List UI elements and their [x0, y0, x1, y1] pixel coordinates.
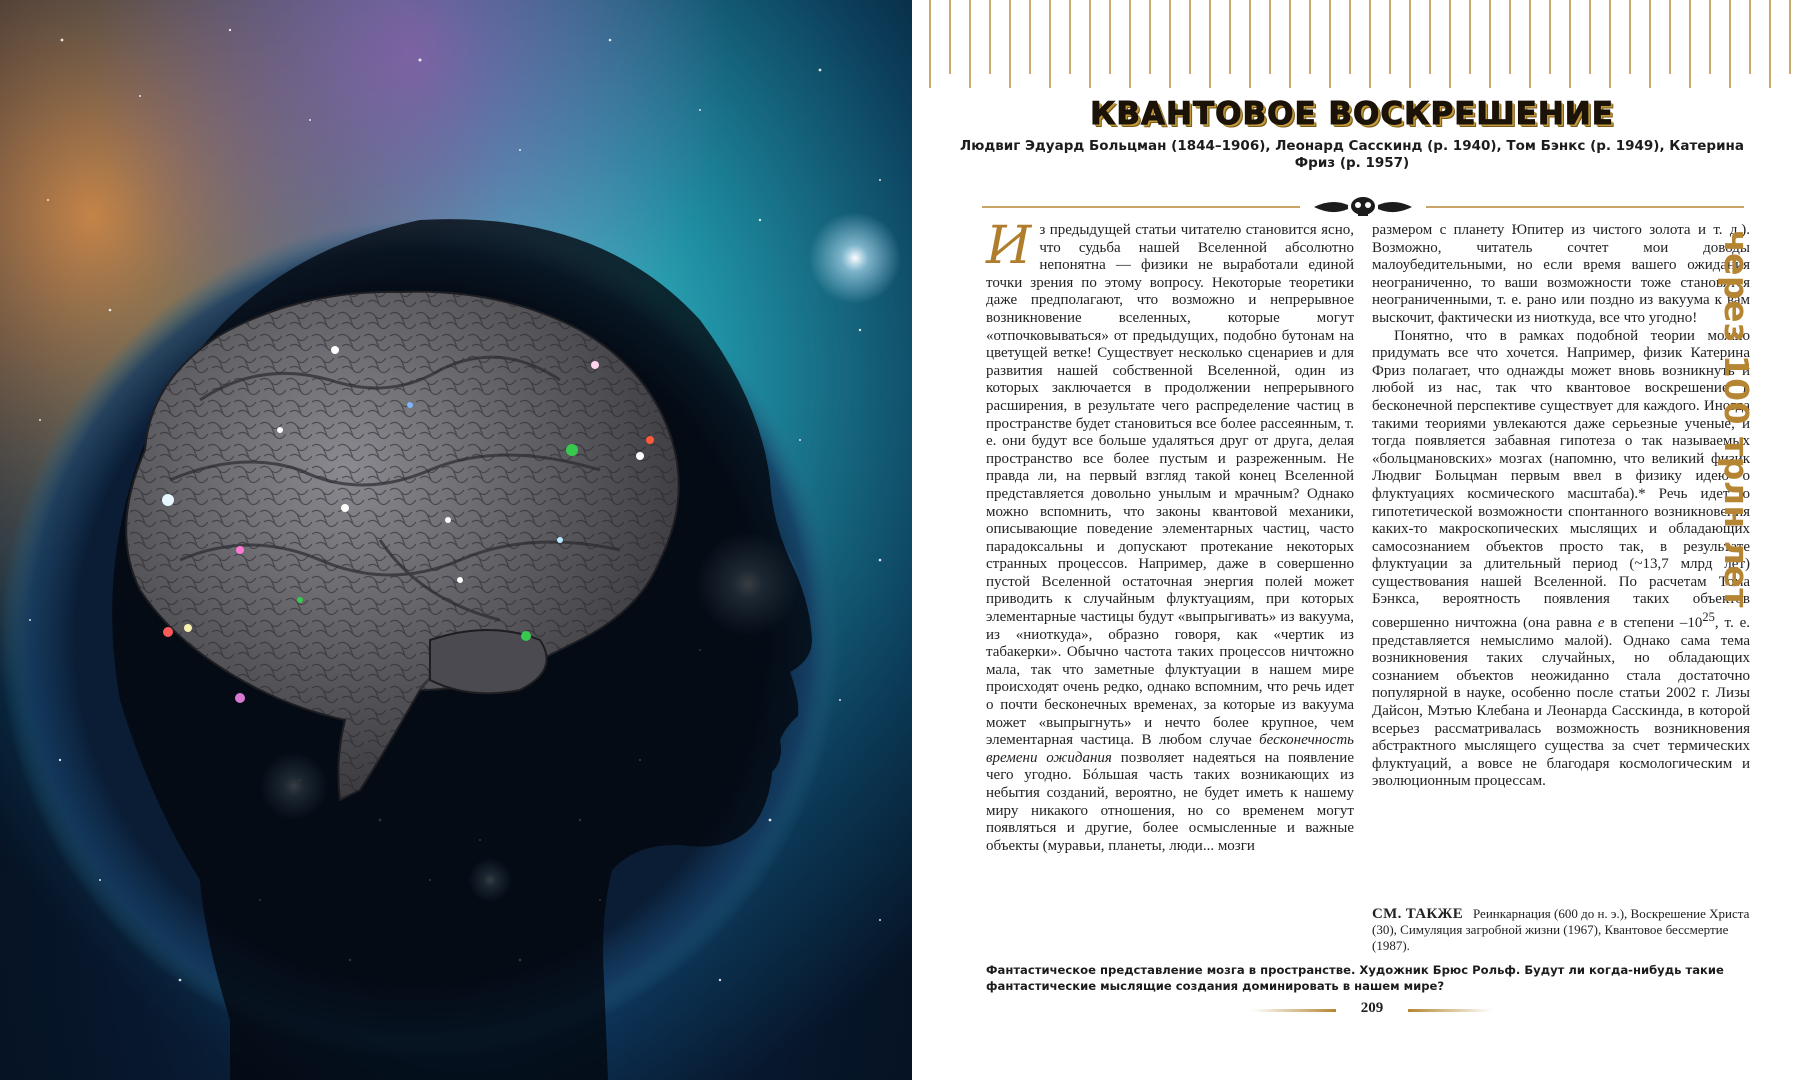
footer-rule [1408, 1009, 1492, 1012]
side-heading [1717, 230, 1812, 608]
article-column-left [986, 216, 1354, 855]
see-also-label: СМ. ТАКЖЕ [1372, 906, 1463, 922]
skull-icon [1314, 197, 1412, 216]
math-e: e [1597, 615, 1605, 632]
emphasis-text: бесконечность времени ожидания [986, 732, 1354, 766]
paragraph-text: Понятно, что в рамках подобной теории можно придумать все что хочется. Например, физик Катерина Фриз полагает, что однажды может вновь возникнуть и любой из нас, так что квантовое воскрешение в бесконечной перспективе существует для каждого. Иногда такими теориями увлекаются даже серьезные ученые, и тогда появляется забавная гипотеза о так называемых «больцмановских» мозгах (напомню, что великий физик Людвиг Больцман первым ввел в физику идею о флуктуациях космического масштаба).* Речь идет о гипотетической возможности спонтанного возникновения каких-то макроскопических мыслящих и обладающих самосознанием объектов просто так, в результате флуктуации за длительный период (~13,7 млрд лет) существования нашей Вселенной. По расчетам Тома Бэнкса, вероятность появления таких объектов совершенно ничтожна (она равна [1372, 327, 1750, 632]
exponent: 25 [1702, 610, 1715, 625]
skull-ornament-divider [982, 196, 1744, 218]
text-page [912, 0, 1816, 1080]
column-left-tail: позволяет надеяться на появление чего угодно. Бóльшая часть таких возникающих из небытия созданий, вероятно, не будет иметь к нашему миру никакого отношения, но со временем могут появляться и другие, более осмысленные и важные объекты (муравьи, планеты, люди... мозги [986, 749, 1354, 854]
side-heading-text: через 100 трлн лет [1717, 230, 1756, 608]
image-caption: Фантастическое представление мозга в пространстве. Художник Брюс Рольф. Будут ли когда-нибудь такие фантастические мыслящие создания доминировать в нашем мире? [986, 963, 1724, 993]
paragraph-text: в степени –10 [1610, 615, 1703, 632]
see-also-text: Реинкарнация (600 до н. э.), Воскрешение Христа (30), Симуляция загробной жизни (1967), Квантовое бессмертие (1987). [1372, 906, 1750, 953]
page-number: 209 [1360, 1000, 1384, 1016]
paragraph-text: , т. е. представляется немыслимо малой). Однако сама тема возникновения таких случайных, но обладающих сознанием объектов неожиданно стала достаточно популярной в науке, особенно после статьи 2002 г. Лизы Дайсон, Мэтью Клебана и Леонарда Сасскинда, в которой всерьез рассматривалась возможность возникновения абстрактного мыслящего существа за счет термических флуктуаций, а вовсе не благодаря космологическим и эволюционным процессам. [1372, 615, 1750, 790]
paragraph [1372, 328, 1750, 791]
footer-rule [1252, 1009, 1336, 1012]
bright-star [809, 212, 901, 304]
decorative-top-border [926, 0, 1806, 88]
dropcap: И [986, 216, 1032, 276]
article-authors: Людвиг Эдуард Больцман (1844–1906), Леонард Сасскинд (р. 1940), Том Бэнкс (р. 1949), Катерина Фриз (р. 1957) [960, 138, 1744, 171]
see-also [1372, 906, 1750, 954]
column-left-text: з предыдущей статьи читателю становится ясно, что судьба нашей Вселенной абсолютно непонятна — физики не выработали единой точки зрения по этому вопросу. Некоторые теоретики даже предполагают, что возможно и непрерывное возникновение вселенных, которые могут «отпочковываться» от предыдущих, подобно бутонам на цветущей ветке! Существует несколько сценариев и для развития нашей собственной Вселенной, один из которых заключается в продолжении непрерывного расширения, в результате чего распределение частиц в пространстве будет становиться все более рассеянным, т. е. они будут все больше удаляться друг от друга, делая пространство все более пустым и разреженным. Не правда ли, на первый взгляд такой конец Вселенной представляется довольно унылым и мрачным? Однако можно вспомнить, что законы квантовой механики, описывающие поведение элементарных частиц, часто парадоксальны и допускают протекание некоторых странных процессов. Например, даже в совершенно пустой Вселенной остаточная энергия полей может приводить к случайным флуктуациям, при которых элементарные частицы будут «выпрыгивать» из вакуума, из «ниоткуда», образно говоря, как «чертик из табакерки». Обычно частота таких процессов ничтожно мала, так что заметные флуктуации в нашем мире происходят очень редко, однако вспомним, что речь идет о почти бесконечных временах, за которые из вакуума может «выпрыгнуть» и нечто более крупное, чем элементарная частица. В любом случае [986, 222, 1354, 749]
page-footer [1252, 1000, 1492, 1020]
paragraph: размером с планету Юпитер из чистого золота и т. д.). Возможно, читатель сочтет мои доводы малоубедительными, но если время вашего ожидания неограниченно, то ваши возможности тоже становятся неограниченными, т. е. рано или поздно из вакуума к вам выскочит, фактически из ниоткуда, все что угодно! [1372, 222, 1750, 326]
article-column-right [1372, 222, 1750, 791]
article-title: КВАНТОВОЕ ВОСКРЕШЕНИЕ [1090, 96, 1614, 132]
